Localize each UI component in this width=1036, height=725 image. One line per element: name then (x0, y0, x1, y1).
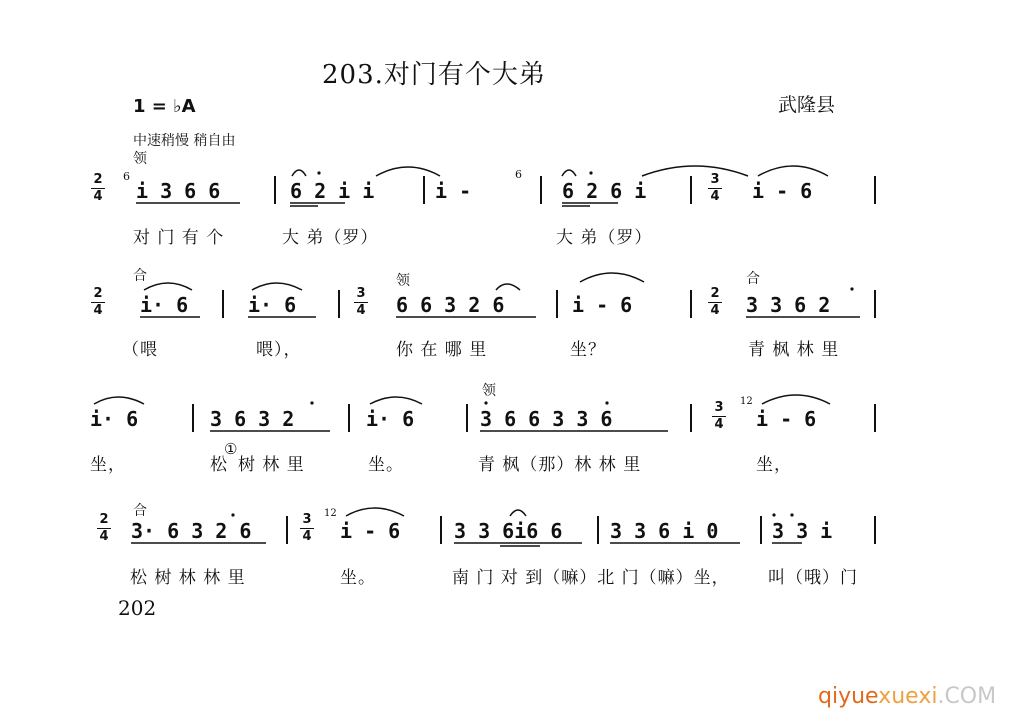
lead-label: 领 (396, 273, 410, 289)
notes-measure: 3 3 6i6 6 (454, 519, 563, 543)
lyric-line: 松 树 林 林 里 (130, 568, 246, 588)
notes-measure: 3 6 3 2 (210, 407, 295, 431)
slur-arc (562, 170, 576, 176)
notes-measure: 3 6 6 3 3 6 (480, 407, 613, 431)
lead-label: 领 (482, 383, 496, 399)
lyric-line: 松 (210, 455, 228, 475)
notes-measure: 3 3 i (772, 519, 833, 543)
page-number: 202 (118, 596, 157, 620)
slur-arc (496, 284, 520, 290)
tempo-marking: 中速稍慢 稍自由 (133, 133, 236, 149)
lyric-line: 叫（哦）门 (768, 568, 858, 588)
notes-measure: 6 6 3 2 6 (396, 293, 505, 317)
octave-dot (231, 513, 234, 516)
octave-dot (605, 401, 608, 404)
grace-note: 6 (123, 170, 130, 183)
slur-arc (292, 170, 306, 176)
octave-dot (790, 513, 793, 516)
footnote-marker: ① (224, 440, 238, 458)
grace-note: 12 (740, 396, 753, 407)
time-signature: 3 4 (712, 401, 726, 432)
chorus-label: 合 (133, 503, 147, 519)
notes-measure: i· 6 (248, 293, 297, 317)
lyric-line: 坐。 (340, 568, 376, 588)
lyric-line: 大 弟（罗） (282, 228, 379, 248)
lyric-line: 大 弟（罗） (556, 228, 653, 248)
key-signature: 1 = ♭A (133, 96, 196, 117)
notes-measure: 3 3 6 i 0 (610, 519, 719, 543)
chorus-label: 合 (746, 271, 760, 287)
slur-arc (642, 166, 748, 176)
lyric-line: 树 林 里 (238, 455, 305, 475)
grace-note: 12 (324, 508, 337, 519)
octave-dot (772, 513, 775, 516)
slur-arc (94, 397, 144, 404)
notes-measure: i 3 6 6 (136, 179, 221, 203)
slur-arc (580, 273, 644, 282)
notes-measure: i· 6 (366, 407, 415, 431)
notes-measure: i - 6 (752, 179, 813, 203)
slur-arc (376, 167, 440, 176)
watermark-part: qiyue (818, 684, 879, 709)
time-signature: 3 4 (300, 513, 314, 544)
lyric-line: 南 门 对 到（嘛）北 门（嘛）坐， (452, 568, 730, 588)
slur-arc (510, 510, 526, 516)
notes-measure: i - 6 (756, 407, 817, 431)
time-signature: 3 4 (708, 173, 722, 204)
notes-measure: i· 6 (90, 407, 139, 431)
lyric-line: 青 枫 林 里 (748, 340, 840, 360)
notes-measure: 3· 6 3 2 6 (131, 519, 252, 543)
watermark-part: .COM (937, 684, 997, 709)
notes-measure: 6 2 6 i (562, 179, 647, 203)
slur-arc (144, 283, 192, 290)
lyric-line: 喂）， (256, 340, 302, 360)
slur-arc (252, 283, 302, 290)
time-signature: 2 4 (91, 287, 105, 318)
lyric-line: 坐， (756, 455, 792, 475)
lyric-line: 坐。 (368, 455, 404, 475)
notes-measure: 6 2 i i (290, 179, 375, 203)
notes-measure: i - 6 (572, 293, 633, 317)
slur-arc (346, 508, 404, 516)
notes-measure: i - (435, 179, 472, 203)
lyric-line: 坐， (90, 455, 126, 475)
lyric-line: 青 枫（那）林 林 里 (478, 455, 642, 475)
song-title: 203.对门有个大弟 (322, 60, 546, 90)
time-signature: 3 4 (354, 287, 368, 318)
octave-dot (589, 171, 592, 174)
octave-dot (310, 401, 313, 404)
time-signature: 2 4 (97, 513, 111, 544)
region-label: 武隆县 (778, 94, 836, 116)
watermark-part: xuexi (878, 684, 938, 709)
octave-dot (484, 401, 487, 404)
octave-dot (850, 287, 853, 290)
lyric-line: 对 门 有 个 (133, 228, 225, 248)
notes-measure: i· 6 (140, 293, 189, 317)
chorus-label: 合 (133, 268, 147, 284)
lyric-line: 你 在 哪 里 (396, 340, 488, 360)
lead-label: 领 (133, 151, 147, 167)
slur-arc (758, 166, 828, 176)
slur-arc (762, 395, 830, 404)
notes-measure: 3 3 6 2 (746, 293, 831, 317)
slur-arc (370, 397, 422, 404)
time-signature: 2 4 (91, 173, 105, 204)
notes-measure: i - 6 (340, 519, 401, 543)
lyric-line: （喂 (122, 340, 158, 360)
lyric-line: 坐？ (570, 340, 606, 360)
time-signature: 2 4 (708, 287, 722, 318)
octave-dot (317, 171, 320, 174)
grace-note: 6 (515, 168, 522, 181)
